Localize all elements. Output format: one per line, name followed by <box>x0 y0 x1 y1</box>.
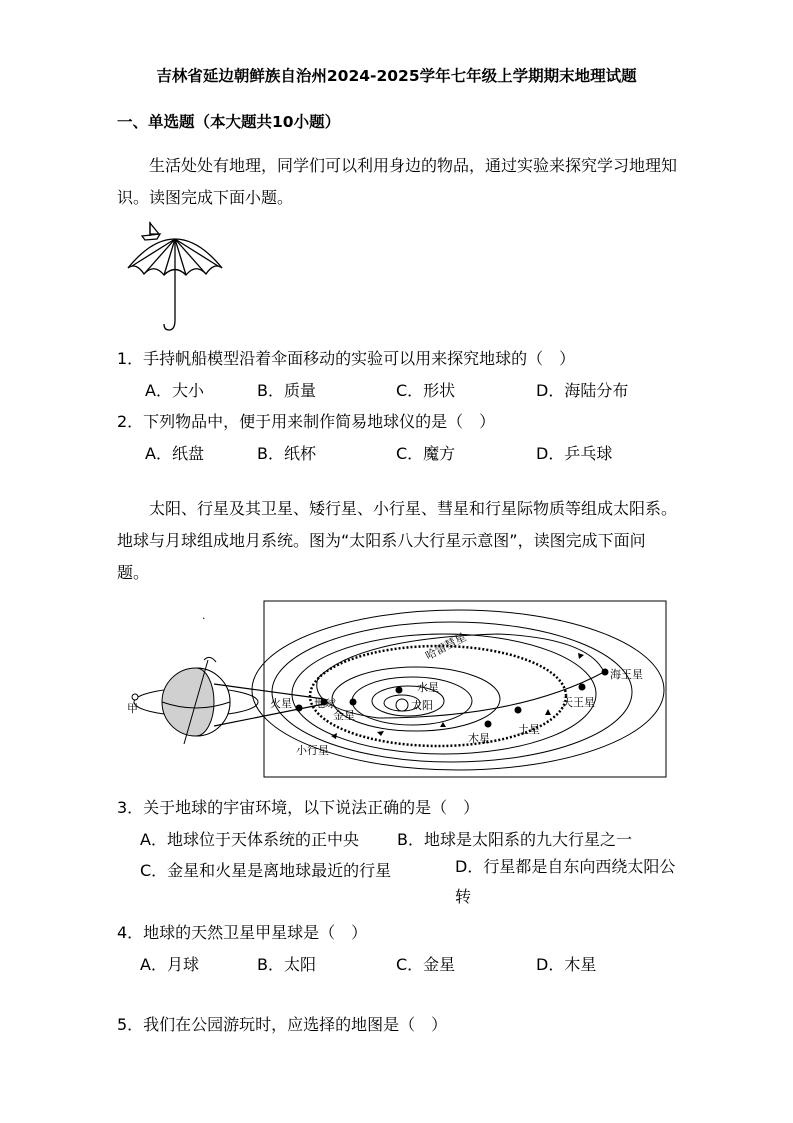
umbrella-handle <box>164 320 175 330</box>
sun <box>396 699 408 711</box>
boat-hull <box>142 234 160 240</box>
label-asteroids: 小行星 <box>296 744 329 757</box>
q1-option-b[interactable]: B．质量 <box>257 381 316 400</box>
q2-option-a[interactable]: A．纸盘 <box>145 444 204 463</box>
q1-option-c[interactable]: C．形状 <box>396 381 456 400</box>
orbit-arrow-icon <box>440 722 446 727</box>
label-comet: 哈雷彗星 <box>423 630 469 663</box>
passage-2: 太阳、行星及其卫星、矮行星、小行星、彗星和行星际物质等组成太阳系。地球与月球组成地月系统。图为“太阳系八大行星示意图”，读图完成下面问题。 <box>117 499 678 582</box>
q4-option-d[interactable]: D．木星 <box>536 955 597 974</box>
q3-option-c[interactable]: C．金星和火星是离地球最近的行星 <box>140 861 392 880</box>
label-jupiter: 木星 <box>468 732 490 745</box>
orbit-arrow-icon <box>377 731 384 736</box>
planet-saturn <box>515 707 522 714</box>
label-saturn: 土星 <box>518 723 540 736</box>
q2-option-c[interactable]: C．魔方 <box>396 444 456 463</box>
umbrella-figure <box>120 218 230 336</box>
label-earth: 地球 <box>314 697 336 710</box>
label-sun: 太阳 <box>411 699 433 712</box>
q3-option-a[interactable]: A．地球位于天体系统的正中央 <box>140 830 359 849</box>
passage-1: 生活处处有地理，同学们可以利用身边的物品，通过实验来探究学习地理知识。读图完成下面小题。 <box>117 156 678 207</box>
boat-sail-icon <box>150 223 159 234</box>
orbit-arrow-icon <box>545 709 551 715</box>
q4-option-b[interactable]: B．太阳 <box>257 955 316 974</box>
q2-option-b[interactable]: B．纸杯 <box>257 444 316 463</box>
orbit-arrow-icon <box>578 653 584 659</box>
label-mars: 火星 <box>270 697 292 710</box>
orbit-arrow-icon <box>331 733 337 739</box>
question-2: 2．下列物品中，便于用来制作简易地球仪的是（ ） <box>117 412 496 431</box>
label-uranus: 天王星 <box>562 696 595 709</box>
label-mercury: 水星 <box>417 681 439 694</box>
label-jia: 甲 <box>127 702 138 715</box>
planet-jupiter <box>485 721 492 728</box>
q1-option-a[interactable]: A．大小 <box>145 381 204 400</box>
q3-option-b[interactable]: B．地球是太阳系的九大行星之一 <box>397 830 632 849</box>
planet-mercury <box>396 687 403 694</box>
q1-option-d[interactable]: D．海陆分布 <box>536 381 629 400</box>
q3-option-d[interactable]: D．行星都是自东向西绕太阳公转 <box>455 857 676 906</box>
q2-option-d[interactable]: D．乒乓球 <box>536 444 613 463</box>
question-1: 1．手持帆船模型沿着伞面移动的实验可以用来探究地球的（ ） <box>117 349 576 368</box>
planet-mars <box>296 705 303 712</box>
planet-uranus <box>579 684 586 691</box>
page-title: 吉林省延边朝鲜族自治州2024-2025学年七年级上学期期末地理试题 <box>156 67 637 85</box>
question-3: 3．关于地球的宇宙环境，以下说法正确的是（ ） <box>117 798 480 817</box>
label-neptune: 海王星 <box>610 668 643 681</box>
q4-option-c[interactable]: C．金星 <box>396 955 456 974</box>
moon-jia <box>132 694 138 700</box>
svg-text:·: · <box>202 612 206 625</box>
solar-system-figure <box>118 598 670 780</box>
question-4: 4．地球的天然卫星甲星球是（ ） <box>117 923 368 942</box>
q4-option-a[interactable]: A．月球 <box>140 955 199 974</box>
planet-venus <box>350 699 357 706</box>
planet-neptune <box>602 669 609 676</box>
label-venus: 金星 <box>333 709 355 722</box>
section-title: 一、单选题（本大题共10小题） <box>117 113 341 131</box>
question-5: 5．我们在公园游玩时，应选择的地图是（ ） <box>117 1015 448 1034</box>
